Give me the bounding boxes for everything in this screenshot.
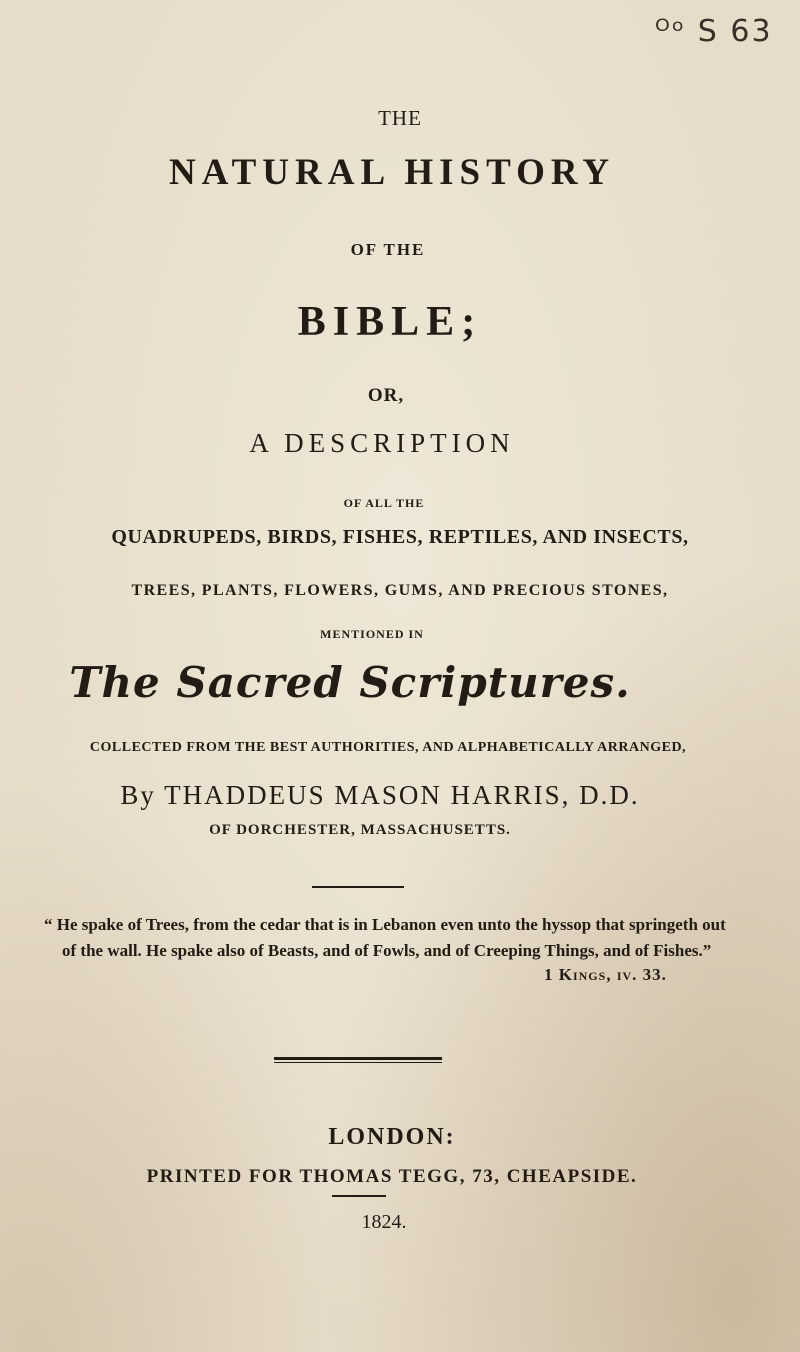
heading-the: THE xyxy=(378,106,422,130)
epigraph-reference: 1 Kings, iv. 33. xyxy=(544,965,667,984)
handwritten-shelf-mark: ᴼᵒ S 63 xyxy=(655,14,773,49)
title-sacred-scriptures: The Sacred Scriptures. xyxy=(69,658,631,707)
heading-mentioned-in: MENTIONED IN xyxy=(320,627,424,641)
author-name: THADDEUS MASON HARRIS, D.D. xyxy=(164,780,640,810)
imprint-printer: PRINTED FOR THOMAS TEGG, 73, CHEAPSIDE. xyxy=(146,1166,638,1187)
imprint-london: LONDON: xyxy=(328,1124,456,1150)
epigraph-line-2: of the wall. He spake also of Beasts, and of Fowls, and of Creeping Things, and of Fishes.” xyxy=(62,941,712,960)
short-divider xyxy=(312,886,404,888)
double-rule-top xyxy=(274,1057,442,1060)
heading-or: OR, xyxy=(367,385,405,406)
collected-line: COLLECTED FROM THE BEST AUTHORITIES, AND ALPHABETICALLY ARRANGED, xyxy=(89,740,687,755)
double-rule-bottom xyxy=(274,1062,442,1063)
imprint-divider xyxy=(332,1195,386,1197)
title-natural-history: NATURAL HISTORY xyxy=(168,152,616,193)
subject-line-2: TREES, PLANTS, FLOWERS, GUMS, AND PRECIOUS STONES, xyxy=(131,582,669,599)
epigraph-line-1: “ He spake of Trees, from the cedar that is in Lebanon even unto the hyssop that springeth out xyxy=(44,915,726,934)
subject-line-1: QUADRUPEDS, BIRDS, FISHES, REPTILES, AND INSECTS, xyxy=(111,526,689,548)
author-line xyxy=(0,780,780,811)
heading-a-description: A DESCRIPTION xyxy=(249,428,515,458)
by-prefix: By xyxy=(120,780,156,810)
title-bible: BIBLE; xyxy=(297,299,483,345)
heading-of-the: OF THE xyxy=(350,240,426,259)
author-place: OF DORCHESTER, MASSACHUSETTS. xyxy=(209,822,511,838)
imprint-year: 1824. xyxy=(361,1211,407,1233)
heading-of-all-the: OF ALL THE xyxy=(343,496,425,510)
